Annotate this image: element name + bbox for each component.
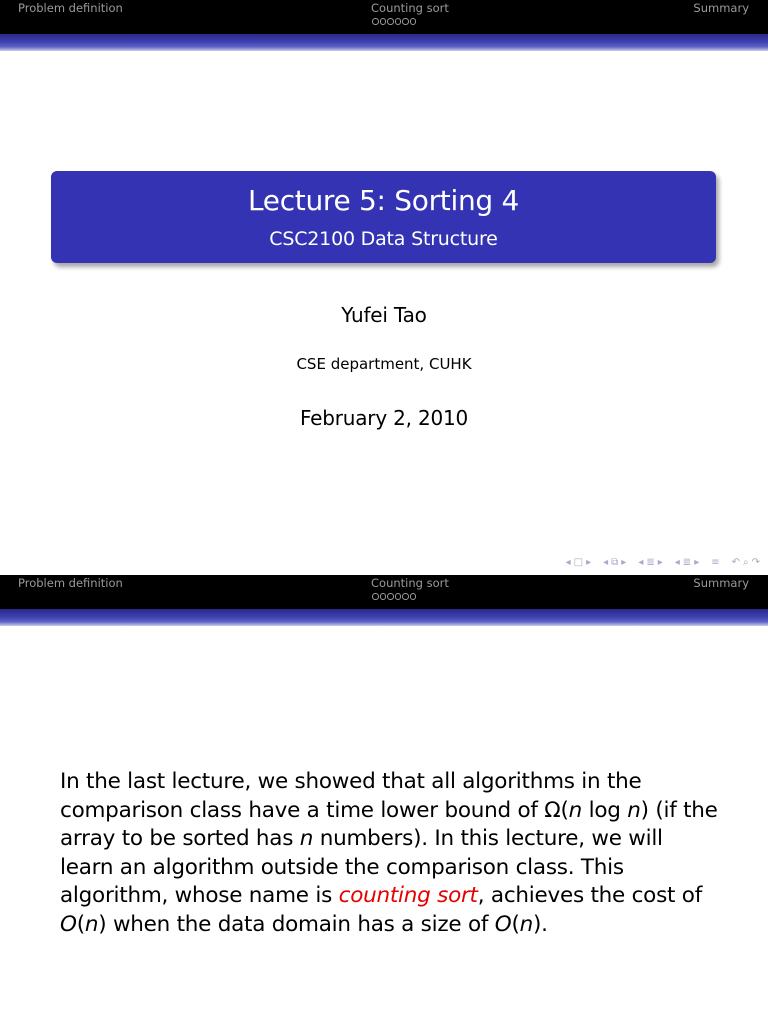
math-n: n [627, 797, 641, 823]
subsection-dots [372, 593, 416, 600]
text-run: , achieves the cost of [477, 883, 703, 909]
intro-paragraph [60, 768, 720, 940]
nav-section-problem-definition[interactable]: Problem definition [18, 1, 123, 15]
math-O: O [494, 911, 512, 937]
beamer-navigation [566, 557, 760, 568]
navbar-gradient [0, 34, 768, 51]
navbar [0, 0, 768, 34]
text-run: ( [511, 911, 520, 937]
next-arrow-icon[interactable]: ▸ [694, 557, 700, 568]
navbar-gradient [0, 609, 768, 626]
text-run: ). [532, 911, 548, 937]
frame-dot[interactable] [380, 18, 387, 25]
frame-dot[interactable] [410, 593, 417, 600]
highlight-counting-sort: counting sort [338, 883, 478, 909]
section-icon[interactable]: ≣ [646, 557, 655, 568]
align-icon[interactable]: ≡ [711, 557, 720, 568]
text-run: numbers). In this lecture, we will learn an algorithm outside the comparison class. This algorithm, whose name is [60, 826, 663, 909]
text-run: In the last lecture, we showed that all algorithms in the comparison class have a time lower bound of [60, 769, 642, 823]
nav-section-summary[interactable]: Summary [693, 1, 749, 15]
subsection-icon[interactable]: ⧉ [611, 557, 619, 568]
frame-dot[interactable] [372, 18, 379, 25]
frame-dot[interactable] [387, 593, 394, 600]
document-icon[interactable]: ≣ [682, 557, 692, 568]
math-n: n [84, 911, 99, 937]
omega-symbol: Ω( [544, 797, 569, 823]
search-icon[interactable]: ⌕ [743, 557, 749, 568]
redo-icon[interactable]: ↷ [751, 557, 760, 568]
frame-dot[interactable] [410, 18, 417, 25]
text-run: ) (if the array to be sorted has [60, 797, 718, 852]
math-n: n [299, 826, 314, 852]
nav-section-counting-sort[interactable]: Counting sort [371, 1, 449, 15]
math-n: n [519, 911, 533, 937]
content-slide [0, 575, 768, 1024]
frame-dot[interactable] [372, 593, 379, 600]
math-O: O [60, 911, 77, 937]
log-text: log [582, 797, 628, 823]
text-run: ( [76, 911, 85, 937]
navbar [0, 575, 768, 609]
undo-icon[interactable]: ↶ [731, 557, 740, 568]
author: Yufei Tao [341, 303, 427, 327]
nav-section-counting-sort[interactable]: Counting sort [371, 576, 449, 590]
frame-dot[interactable] [395, 18, 402, 25]
nav-section-problem-definition[interactable]: Problem definition [18, 576, 123, 590]
frame-dot[interactable] [402, 593, 409, 600]
next-arrow-icon[interactable]: ▸ [586, 557, 592, 568]
next-arrow-icon[interactable]: ▸ [657, 557, 663, 568]
frame-dot[interactable] [395, 593, 402, 600]
text-run: ) when the data domain has a size of [98, 911, 495, 937]
next-arrow-icon[interactable]: ▸ [621, 557, 627, 568]
prev-arrow-icon[interactable]: ◂ [565, 557, 571, 568]
frame-dot[interactable] [402, 18, 409, 25]
institute: CSE department, CUHK [296, 355, 472, 373]
title-box [51, 171, 716, 263]
date: February 2, 2010 [299, 406, 469, 430]
prev-arrow-icon[interactable]: ◂ [674, 557, 680, 568]
slide-subtitle: CSC2100 Data Structure [269, 228, 498, 250]
frame-dot[interactable] [380, 593, 387, 600]
math-n: n [568, 797, 583, 823]
prev-arrow-icon[interactable]: ◂ [638, 557, 644, 568]
frame-icon[interactable]: □ [573, 557, 584, 568]
slide-title: Lecture 5: Sorting 4 [247, 184, 520, 217]
nav-section-summary[interactable]: Summary [693, 576, 749, 590]
frame-dot[interactable] [387, 18, 394, 25]
prev-arrow-icon[interactable]: ◂ [603, 557, 609, 568]
subsection-dots [372, 18, 416, 25]
